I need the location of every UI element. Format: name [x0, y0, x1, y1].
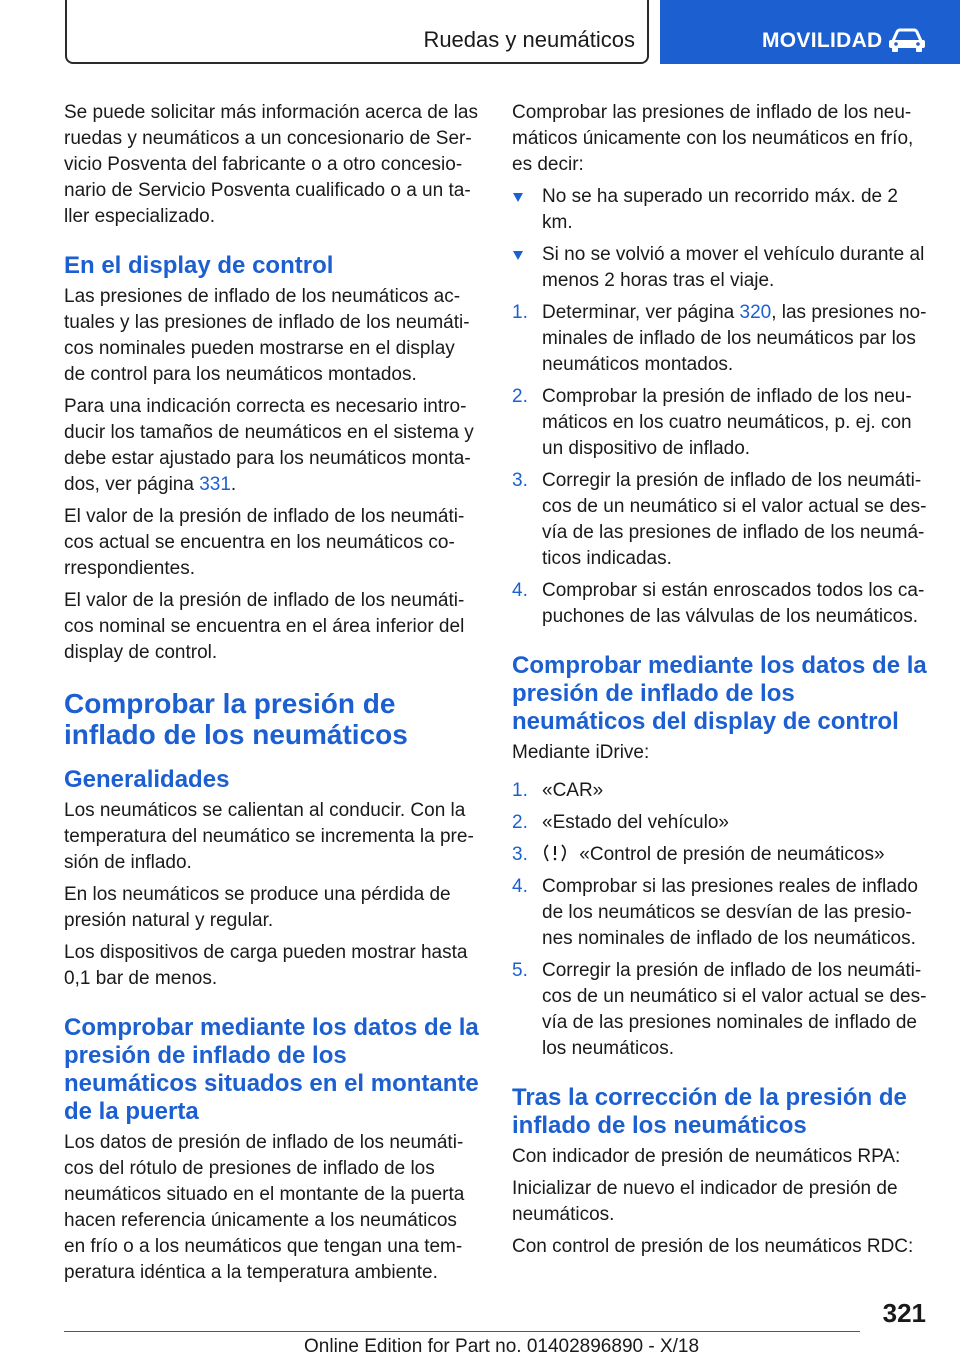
bullet-text: Si no se volvió a mover el vehículo durante al menos 2 horas tras el viaje.	[542, 244, 925, 291]
bullet-text: No se ha superado un recorrido máx. de 2 km.	[542, 186, 898, 233]
step-text: Comprobar la presión de inflado de los neumáticos en los cuatro neumáticos, p. ej. con un dispositivo de inflado.	[542, 386, 912, 459]
menu-path-vehicle-status: «Estado del vehículo»	[542, 812, 729, 833]
footer-divider	[64, 1331, 860, 1332]
display-paragraph-1: Las presiones de inflado de los neumáticos actuales y las presiones de inflado de los neumáticos nominales pueden mostrarse en el display de control para los neumáticos montados.	[64, 286, 470, 385]
step-number: 4.	[512, 876, 528, 897]
after-correction-heading: Tras la corrección de la presión de inflado de los neumáticos	[512, 1084, 907, 1139]
intro-paragraph: Se puede solicitar más información acerca de las ruedas y neumáticos a un concesionario de Servicio Posventa del fabricante o a otro concesionario de Servicio Posventa cualificado o a un taller especializado.	[64, 102, 478, 227]
idrive-step	[512, 958, 930, 1062]
idrive-step	[512, 874, 930, 952]
step-number: 1.	[512, 780, 528, 801]
step-number: 3.	[512, 470, 528, 491]
bullet-item	[512, 242, 930, 294]
step-item	[512, 384, 930, 462]
idrive-step	[512, 810, 930, 836]
tire-pressure-warning-icon	[542, 843, 568, 863]
section-banner	[660, 0, 960, 64]
step-number: 5.	[512, 960, 528, 981]
right-column	[512, 100, 930, 1266]
section-label: MOVILIDAD	[762, 29, 883, 52]
after-paragraph-1: Con indicador de presión de neumáticos RPA:	[512, 1146, 901, 1167]
left-column	[64, 100, 480, 1292]
display-paragraph-2-text: Para una indicación correcta es necesario introducir los tamaños de neumáticos en el sistema y debe estar ajustado para los neumáticos montados, ver página	[64, 396, 474, 495]
display-heading: En el display de control	[64, 252, 334, 279]
after-paragraph-3: Con control de presión de los neumáticos RDC:	[512, 1236, 914, 1257]
step-number: 3.	[512, 844, 528, 865]
step-item	[512, 468, 930, 572]
step-item	[512, 578, 930, 630]
display-paragraph-2	[64, 394, 480, 498]
step-text: Corregir la presión de inflado de los neumáticos de un neumático si el valor actual se desvía de las presiones de inflado de los neumáticos indicadas.	[542, 470, 927, 569]
page-number: 321	[882, 1298, 926, 1328]
general-heading: Generalidades	[64, 766, 230, 793]
step-number: 2.	[512, 386, 528, 407]
idrive-step	[512, 778, 930, 804]
step-text: Comprobar si las presiones reales de inflado de los neumáticos se desvían de las presiones nominales de inflado de los neumáticos.	[542, 876, 918, 949]
step-text-part: Determinar, ver página	[542, 302, 740, 323]
car-icon	[887, 27, 927, 53]
door-pillar-paragraph: Los datos de presión de inflado de los neumáticos del rótulo de presiones de inflado de los neumáticos situado en el montante de la puerta hacen referencia únicamente a los neumáticos en frío o a los neumáticos que tengan una temperatura idéntica a la temperatura ambiente.	[64, 1132, 465, 1283]
general-paragraph-1: Los neumáticos se calientan al conducir. Con la temperatura del neumático se incrementa la presión de inflado.	[64, 800, 474, 873]
display-check-heading: Comprobar mediante los datos de la presión de inflado de los neumáticos del display de control	[512, 652, 927, 735]
step-text-part: , las presiones nominales de inflado de los neumáticos par los neumáticos montados.	[542, 302, 927, 375]
general-paragraph-2: En los neumáticos se produce una pérdida de presión natural y regular.	[64, 884, 451, 931]
menu-path-tire-pressure-control: «Control de presión de neumáticos»	[579, 844, 885, 865]
display-paragraph-3: El valor de la presión de inflado de los neumáticos actual se encuentra en los neumáticos correspondientes.	[64, 506, 465, 579]
bullet-triangle-icon	[513, 251, 523, 260]
check-pressure-heading: Comprobar la presión de inflado de los neumáticos	[64, 688, 408, 750]
idrive-intro: Mediante iDrive:	[512, 742, 650, 763]
chapter-tab	[65, 0, 649, 64]
step-number: 1.	[512, 302, 528, 323]
chapter-title: Ruedas y neumáticos	[423, 27, 635, 52]
menu-path-car: «CAR»	[542, 780, 604, 801]
step-item	[512, 300, 930, 378]
step-text: Corregir la presión de inflado de los neumáticos de un neumático si el valor actual se desvía de las presiones nominales de inflado de los neumáticos.	[542, 960, 927, 1059]
step-text: Comprobar si están enroscados todos los capuchones de las válvulas de los neumáticos.	[542, 580, 925, 627]
step-number: 4.	[512, 580, 528, 601]
door-pillar-heading: Comprobar mediante los datos de la presión de inflado de los neumáticos situados en el montante de la puerta	[64, 1014, 479, 1125]
idrive-step	[512, 842, 930, 868]
display-paragraph-2-end: .	[230, 474, 237, 495]
bullet-item	[512, 184, 930, 236]
edition-footer: Online Edition for Part no. 01402896890 - X/18	[304, 1336, 700, 1357]
after-paragraph-2: Inicializar de nuevo el indicador de presión de neumáticos.	[512, 1178, 898, 1225]
bullet-triangle-icon	[513, 193, 523, 202]
page-link-331[interactable]: 331	[199, 474, 231, 495]
page-link-320[interactable]: 320	[739, 302, 772, 323]
general-paragraph-3: Los dispositivos de carga pueden mostrar hasta 0,1 bar de menos.	[64, 942, 468, 989]
cold-tires-intro: Comprobar las presiones de inflado de los neumáticos únicamente con los neumáticos en frío, es decir:	[512, 102, 914, 175]
step-text	[542, 302, 926, 375]
step-number: 2.	[512, 812, 528, 833]
display-paragraph-4: El valor de la presión de inflado de los neumáticos nominal se encuentra en el área inferior del display de control.	[64, 590, 465, 663]
